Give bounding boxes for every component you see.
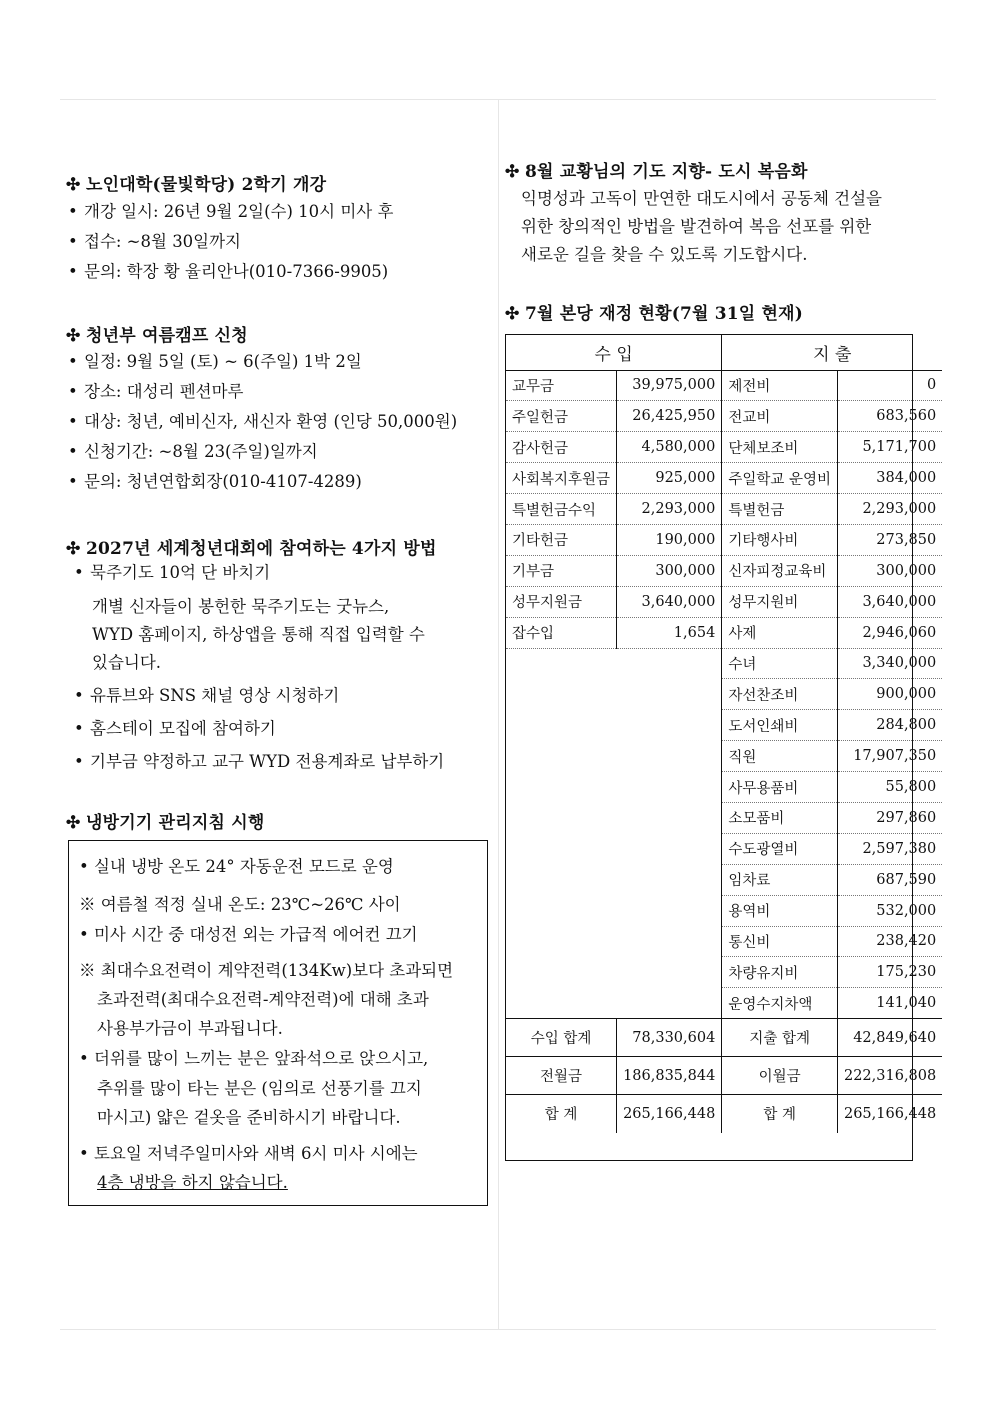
expense-item-amount: 297,860 <box>837 802 942 833</box>
income-item-amount: 2,293,000 <box>617 494 722 525</box>
cross-icon: ✣ <box>66 539 81 559</box>
bottom-rule <box>60 1329 936 1330</box>
expense-item-amount: 683,560 <box>837 401 942 432</box>
notice-line: 추위를 많이 타는 분은 (임의로 선풍기를 끄지 <box>97 1079 422 1098</box>
income-item-name: 잡수입 <box>506 617 617 648</box>
section-title-senior-college: ✣ 노인대학(물빛학당) 2학기 개강 <box>66 175 327 195</box>
income-item-name: 기부금 <box>506 555 617 586</box>
senior-college-list <box>66 197 393 287</box>
expense-item-name: 소모품비 <box>722 802 838 833</box>
expense-item-amount: 2,293,000 <box>837 494 942 525</box>
income-item-amount: 3,640,000 <box>617 586 722 617</box>
expense-item-name: 통신비 <box>722 926 838 957</box>
summary-out-label: 이월금 <box>722 1057 838 1095</box>
list-item: • 문의: 청년연합회장(010-4107-4289) <box>66 467 457 497</box>
table-row <box>506 463 942 494</box>
cross-icon: ✣ <box>505 304 520 324</box>
summary-row <box>506 1019 942 1057</box>
list-item: • 유튜브와 SNS 채널 영상 시청하기 <box>72 679 444 712</box>
expense-item-amount: 175,230 <box>837 957 942 988</box>
finance-table-body <box>506 370 942 1133</box>
income-item-amount: 925,000 <box>617 463 722 494</box>
list-item: • 묵주기도 10억 단 바치기 <box>72 558 270 588</box>
income-item-name: 성무지원금 <box>506 586 617 617</box>
youth-camp-list <box>66 347 457 497</box>
list-item: • 대상: 청년, 예비신자, 새신자 환영 (인당 50,000원) <box>66 407 457 437</box>
income-item-amount: 26,425,950 <box>617 401 722 432</box>
notice-line: 사용부가금이 부과됩니다. <box>97 1019 283 1038</box>
expense-item-amount: 238,420 <box>837 926 942 957</box>
expense-item-amount: 687,590 <box>837 864 942 895</box>
table-row <box>506 555 942 586</box>
summary-in-label: 전월금 <box>506 1057 617 1095</box>
expense-item-name: 운영수지차액 <box>722 988 838 1019</box>
list-item: • 장소: 대성리 펜션마루 <box>66 377 457 407</box>
table-row <box>506 617 942 648</box>
income-item-amount: 4,580,000 <box>617 432 722 463</box>
section-title-wyd: ✣ 2027년 세계청년대회에 참여하는 4가지 방법 <box>66 539 437 559</box>
notice-line-underlined: 4층 냉방을 하지 않습니다. <box>97 1173 288 1192</box>
expense-header: 지 출 <box>722 335 942 370</box>
expense-item-name: 수도광열비 <box>722 833 838 864</box>
expense-item-name: 전교비 <box>722 401 838 432</box>
expense-item-amount: 284,800 <box>837 710 942 741</box>
expense-item-name: 도서인쇄비 <box>722 710 838 741</box>
section-title-finance: ✣ 7월 본당 재정 현황(7월 31일 현재) <box>505 304 804 324</box>
expense-item-amount: 5,171,700 <box>837 432 942 463</box>
wyd-item1-description: 개별 신자들이 봉헌한 묵주기도는 굿뉴스, WYD 홈페이지, 하상앱을 통해 직접 입력할 수 있습니다. <box>92 597 425 672</box>
summary-row <box>506 1057 942 1095</box>
list-item: • 일정: 9월 5일 (토) ~ 6(주일) 1박 2일 <box>66 347 457 377</box>
expense-item-amount: 3,640,000 <box>837 586 942 617</box>
section-title-cooling: ✣ 냉방기기 관리지침 시행 <box>66 813 265 833</box>
table-row <box>506 494 942 525</box>
notice-line: • 더위를 많이 느끼는 분은 앞좌석으로 앉으시고, <box>79 1045 428 1073</box>
summary-out-amount: 265,166,448 <box>843 1105 937 1122</box>
expense-item-amount: 3,340,000 <box>837 648 942 679</box>
expense-item-amount: 2,946,060 <box>837 617 942 648</box>
income-item-amount: 300,000 <box>617 555 722 586</box>
table-row <box>506 370 942 401</box>
expense-item-name: 제전비 <box>722 370 838 401</box>
expense-item-amount: 900,000 <box>837 679 942 710</box>
income-item-name: 감사헌금 <box>506 432 617 463</box>
expense-item-amount: 141,040 <box>837 988 942 1019</box>
expense-item-amount: 384,000 <box>837 463 942 494</box>
income-item-name: 교무금 <box>506 370 617 401</box>
summary-out-label: 합 계 <box>722 1095 838 1133</box>
cross-icon: ✣ <box>66 326 81 346</box>
expense-item-amount: 532,000 <box>837 895 942 926</box>
cross-icon: ✣ <box>505 162 520 182</box>
notice-line: • 토요일 저녁주일미사와 새벽 6시 미사 시에는 <box>79 1140 418 1168</box>
cross-icon: ✣ <box>66 813 81 833</box>
income-header: 수 입 <box>506 335 722 370</box>
expense-item-name: 성무지원비 <box>722 586 838 617</box>
section-title-pope-prayer: ✣ 8월 교황님의 기도 지향- 도시 복음화 <box>505 162 808 182</box>
summary-out-label: 지출 합계 <box>722 1019 838 1057</box>
notice-line: • 미사 시간 중 대성전 외는 가급적 에어컨 끄기 <box>79 921 418 949</box>
expense-item-name: 사무용품비 <box>722 772 838 803</box>
list-item: • 기부금 약정하고 교구 WYD 전용계좌로 납부하기 <box>72 745 444 778</box>
expense-item-name: 주일학교 운영비 <box>722 463 838 494</box>
summary-out-amount: 42,849,640 <box>837 1019 942 1057</box>
expense-item-name: 기타행사비 <box>722 524 838 555</box>
list-item: • 문의: 학장 황 율리안나(010-7366-9905) <box>66 257 393 287</box>
section-title-youth-camp: ✣ 청년부 여름캠프 신청 <box>66 326 248 346</box>
expense-item-name: 임차료 <box>722 864 838 895</box>
income-item-name: 기타헌금 <box>506 524 617 555</box>
wyd-list-1 <box>72 558 270 588</box>
cooling-notice-box <box>68 840 488 1206</box>
expense-item-name: 차량유지비 <box>722 957 838 988</box>
notice-line: ※ 최대수요전력이 계약전력(134Kw)보다 초과되면 <box>79 961 454 980</box>
table-header-row <box>506 335 942 370</box>
expense-item-name: 특별헌금 <box>722 494 838 525</box>
notice-line: 초과전력(최대수요전력-계약전력)에 대해 초과 <box>97 990 429 1009</box>
income-item-amount: 190,000 <box>617 524 722 555</box>
summary-in-label: 수입 합계 <box>506 1019 617 1057</box>
income-item-amount: 39,975,000 <box>617 370 722 401</box>
summary-out-amount: 222,316,808 <box>837 1057 942 1095</box>
summary-in-amount: 265,166,448 <box>617 1095 722 1133</box>
expense-item-name: 직원 <box>722 741 838 772</box>
list-item: • 홈스테이 모집에 참여하기 <box>72 712 444 745</box>
expense-item-amount: 17,907,350 <box>837 741 942 772</box>
summary-in-amount: 186,835,844 <box>617 1057 722 1095</box>
table-row <box>506 432 942 463</box>
summary-row <box>506 1095 942 1133</box>
income-empty-cell <box>506 648 722 1019</box>
summary-in-amount: 78,330,604 <box>617 1019 722 1057</box>
expense-item-name: 용역비 <box>722 895 838 926</box>
income-item-name: 사회복지후원금 <box>506 463 617 494</box>
notice-line: 마시고) 얇은 겉옷을 준비하시기 바랍니다. <box>97 1108 401 1127</box>
expense-item-name: 자선찬조비 <box>722 679 838 710</box>
expense-item-amount: 273,850 <box>837 524 942 555</box>
expense-item-name: 사제 <box>722 617 838 648</box>
cross-icon: ✣ <box>66 175 81 195</box>
wyd-list-2 <box>72 679 444 778</box>
expense-item-amount: 0 <box>837 370 942 401</box>
expense-item-name: 신자피정교육비 <box>722 555 838 586</box>
list-item: • 개강 일시: 26년 9월 2일(수) 10시 미사 후 <box>66 197 393 227</box>
table-row <box>506 524 942 555</box>
expense-item-name: 수녀 <box>722 648 838 679</box>
expense-item-amount: 2,597,380 <box>837 833 942 864</box>
column-divider <box>498 100 499 1329</box>
expense-item-name: 단체보조비 <box>722 432 838 463</box>
list-item: • 접수: ~8월 30일까지 <box>66 227 393 257</box>
pope-prayer-text: 익명성과 고독이 만연한 대도시에서 공동체 건설을 위한 창의적인 방법을 발견하여 복음 선포를 위한 새로운 길을 찾을 수 있도록 기도합시다. <box>521 189 882 264</box>
notice-line: • 실내 냉방 온도 24° 자동운전 모드로 운영 <box>79 853 394 881</box>
finance-table <box>506 335 942 1133</box>
table-row <box>506 648 942 679</box>
summary-in-label: 합 계 <box>506 1095 617 1133</box>
income-item-amount: 1,654 <box>617 617 722 648</box>
table-row <box>506 401 942 432</box>
list-item: • 신청기간: ~8월 23(주일)일까지 <box>66 437 457 467</box>
income-item-name: 주일헌금 <box>506 401 617 432</box>
income-item-name: 특별헌금수익 <box>506 494 617 525</box>
expense-item-amount: 55,800 <box>837 772 942 803</box>
expense-item-amount: 300,000 <box>837 555 942 586</box>
table-row <box>506 586 942 617</box>
notice-line: ※ 여름철 적정 실내 온도: 23℃~26℃ 사이 <box>79 895 401 914</box>
